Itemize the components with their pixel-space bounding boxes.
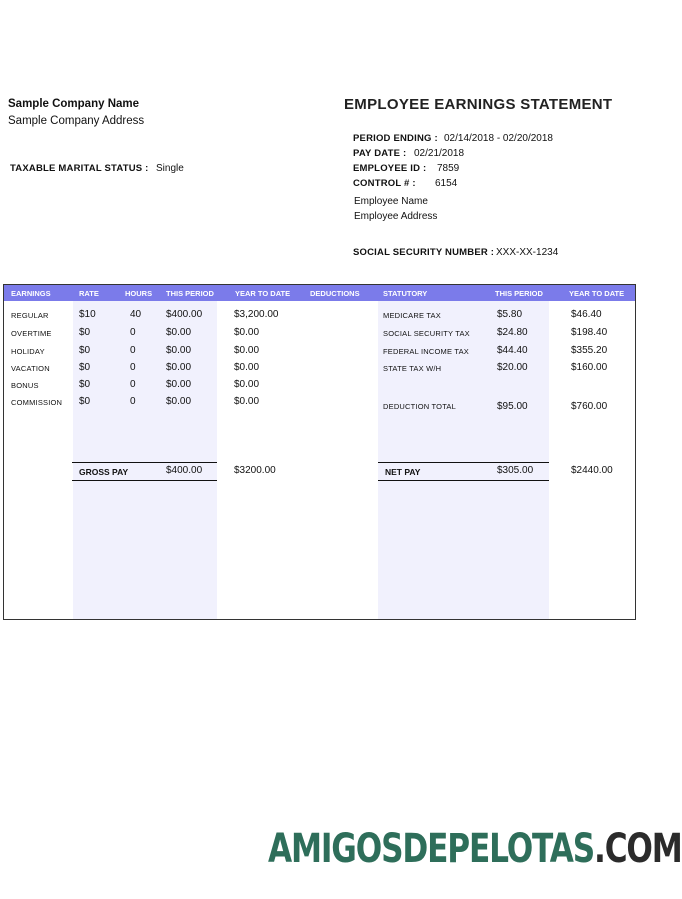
statutory-this-period-value: $5.80 (497, 309, 523, 320)
statutory-ytd-value: $198.40 (571, 327, 608, 338)
header-stat-this-period: THIS PERIOD (495, 289, 543, 298)
statutory-label: MEDICARE TAX (383, 311, 441, 320)
hours-value: 0 (130, 327, 136, 338)
header-earnings: EARNINGS (11, 289, 51, 298)
this-period-value: $0.00 (166, 362, 192, 373)
employee-address: Employee Address (354, 211, 438, 222)
header-year-to-date: YEAR TO DATE (235, 289, 291, 298)
statutory-this-period-value: $44.40 (497, 345, 528, 356)
statutory-label: FEDERAL INCOME TAX (383, 347, 469, 356)
statutory-this-period-value: $20.00 (497, 362, 528, 373)
hours-value: 40 (130, 309, 142, 320)
ytd-value: $0.00 (234, 327, 260, 338)
gross-pay-bottom-rule (72, 480, 217, 481)
rate-value: $10 (79, 309, 96, 320)
hours-value: 0 (130, 396, 136, 407)
earnings-label: VACATION (11, 364, 50, 373)
rate-value: $0 (79, 345, 91, 356)
watermark-logo (268, 826, 682, 872)
marital-status-value: Single (156, 163, 184, 174)
net-pay-this-period: $305.00 (497, 465, 534, 476)
header-rate: RATE (79, 289, 99, 298)
net-pay-top-rule (378, 462, 549, 463)
statement-title: EMPLOYEE EARNINGS STATEMENT (344, 96, 613, 113)
ytd-value: $3,200.00 (234, 309, 279, 320)
statutory-ytd-value: $46.40 (571, 309, 602, 320)
ytd-value: $0.00 (234, 362, 260, 373)
watermark-main: AMIGOSDEPELOTAS (268, 826, 595, 872)
this-period-value: $0.00 (166, 345, 192, 356)
employee-name: Employee Name (354, 196, 428, 207)
marital-status-label: TAXABLE MARITAL STATUS : (10, 163, 149, 174)
gross-pay-label: GROSS PAY (79, 467, 129, 477)
gross-pay-this-period: $400.00 (166, 465, 203, 476)
header-deductions: DEDUCTIONS (310, 289, 360, 298)
hours-value: 0 (130, 362, 136, 373)
control-number-value: 6154 (435, 178, 458, 189)
deduction-total-label: DEDUCTION TOTAL (383, 402, 457, 411)
net-pay-label: NET PAY (385, 467, 421, 477)
table-header (4, 285, 635, 301)
rate-value: $0 (79, 396, 91, 407)
ytd-value: $0.00 (234, 396, 260, 407)
statutory-label: SOCIAL SECURITY TAX (383, 329, 470, 338)
header-statutory: STATUTORY (383, 289, 428, 298)
rate-value: $0 (79, 379, 91, 390)
ytd-value: $0.00 (234, 379, 260, 390)
employee-id-label: EMPLOYEE ID : (353, 163, 427, 174)
header-stat-year-to-date: YEAR TO DATE (569, 289, 625, 298)
hours-value: 0 (130, 345, 136, 356)
pay-date-value: 02/21/2018 (414, 148, 465, 159)
this-period-value: $0.00 (166, 327, 192, 338)
gross-pay-top-rule (72, 462, 217, 463)
deduction-total-ytd: $760.00 (571, 401, 608, 412)
header-this-period: THIS PERIOD (166, 289, 214, 298)
period-ending-label: PERIOD ENDING : (353, 133, 438, 144)
net-pay-ytd: $2440.00 (571, 465, 613, 476)
deduction-total-this-period: $95.00 (497, 401, 528, 412)
earnings-label: HOLIDAY (11, 347, 45, 356)
period-ending-value: 02/14/2018 - 02/20/2018 (444, 133, 553, 144)
earnings-shaded-column (73, 301, 217, 619)
watermark-suffix: .COM (594, 826, 682, 872)
net-pay-bottom-rule (378, 480, 549, 481)
company-address: Sample Company Address (8, 115, 145, 127)
earnings-label: COMMISSION (11, 398, 63, 407)
statutory-this-period-value: $24.80 (497, 327, 528, 338)
pay-date-label: PAY DATE : (353, 148, 407, 159)
this-period-value: $400.00 (166, 309, 203, 320)
statutory-ytd-value: $160.00 (571, 362, 608, 373)
ssn-label: SOCIAL SECURITY NUMBER : (353, 247, 495, 258)
earnings-label: OVERTIME (11, 329, 52, 338)
header-hours: HOURS (125, 289, 153, 298)
rate-value: $0 (79, 362, 91, 373)
hours-value: 0 (130, 379, 136, 390)
statutory-label: STATE TAX W/H (383, 364, 442, 373)
ytd-value: $0.00 (234, 345, 260, 356)
statutory-ytd-value: $355.20 (571, 345, 608, 356)
gross-pay-ytd: $3200.00 (234, 465, 276, 476)
this-period-value: $0.00 (166, 379, 192, 390)
earnings-label: BONUS (11, 381, 39, 390)
earnings-label: REGULAR (11, 311, 49, 320)
employee-id-value: 7859 (437, 163, 460, 174)
company-name: Sample Company Name (8, 98, 140, 110)
control-number-label: CONTROL # : (353, 178, 416, 189)
rate-value: $0 (79, 327, 91, 338)
this-period-value: $0.00 (166, 396, 192, 407)
ssn-value: XXX-XX-1234 (496, 247, 559, 258)
earnings-table (3, 284, 636, 620)
